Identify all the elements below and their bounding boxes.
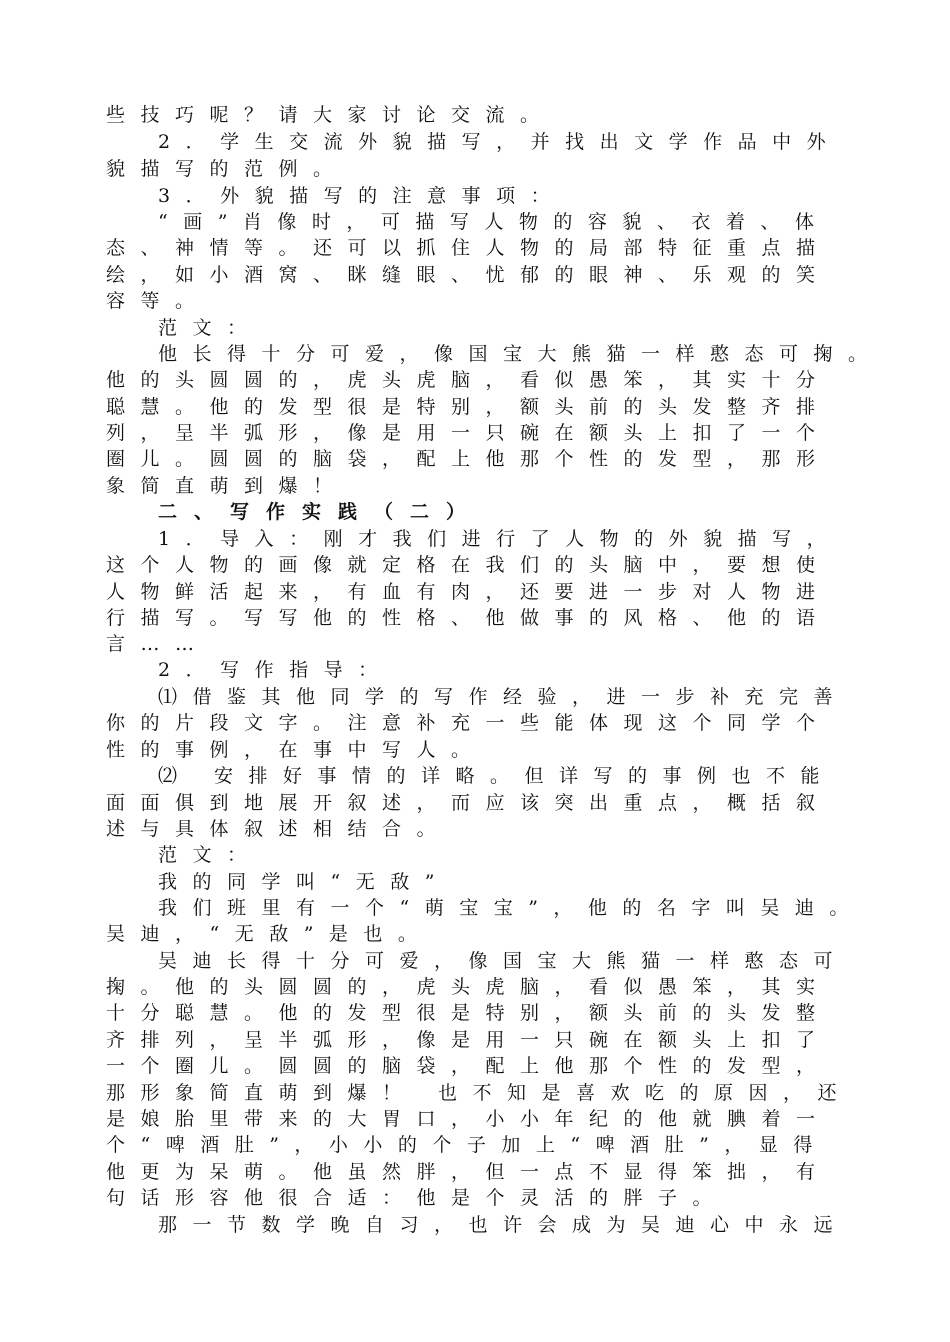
- text-line: 些技巧呢？请大家讨论交流。: [106, 104, 555, 126]
- text-line: “画”肖像时，可描写人物的容貌、衣着、体: [158, 211, 830, 233]
- text-line: 容等。: [106, 290, 210, 312]
- text-line: 我的同学叫“无敌”: [158, 871, 450, 893]
- text-line: 是娘胎里带来的大胃口，小小年纪的他就腆着一: [106, 1108, 831, 1130]
- text-line: 1．导入：刚才我们进行了人物的外貌描写，: [158, 528, 842, 550]
- text-line: 那一节数学晚自习，也许会成为吴迪心中永远: [158, 1214, 849, 1236]
- text-line: 范文：: [158, 844, 262, 866]
- text-line: 他的头圆圆的，虎头虎脑，看似愚笨，其实十分: [106, 369, 831, 391]
- text-line: 他长得十分可爱，像国宝大熊猫一样憨态可掬。: [158, 343, 883, 365]
- text-line: 那形象简直萌到爆！ 也不知是喜欢吃的原因，还: [106, 1082, 853, 1104]
- text-line: 象简直萌到爆！: [106, 475, 348, 497]
- text-line: 我们班里有一个“萌宝宝”，他的名字叫吴迪。: [158, 897, 864, 919]
- text-line: 掬。他的头圆圆的，虎头虎脑，看似愚笨，其实: [106, 976, 831, 998]
- text-line: 人物鲜活起来，有血有肉，还要进一步对人物进: [106, 581, 831, 603]
- text-line: 圈儿。圆圆的脑袋，配上他那个性的发型，那形: [106, 448, 831, 470]
- text-line: 貌描写的范例。: [106, 158, 348, 180]
- text-line: 个“啤酒肚”，小小的个子加上“啤酒肚”，显得: [106, 1134, 828, 1156]
- text-line: 绘，如小酒窝、眯缝眼、忧郁的眼神、乐观的笑: [106, 264, 831, 286]
- text-line: 性的事例，在事中写人。: [106, 739, 486, 761]
- text-line: ⑴借鉴其他同学的写作经验，进一步补充完善: [158, 686, 849, 708]
- section-heading: 二、写作实践（二）: [158, 501, 483, 523]
- text-line: 他更为呆萌。他虽然胖，但一点不显得笨拙，有: [106, 1161, 831, 1183]
- text-line: 聪慧。他的发型很是特别，额头前的头发整齐排: [106, 396, 831, 418]
- text-line: 2．写作指导：: [158, 659, 393, 681]
- text-line: 吴迪，“无敌”是也。: [106, 923, 433, 945]
- text-line: 面面俱到地展开叙述，而应该突出重点，概括叙: [106, 792, 831, 814]
- text-line: 列，呈半弧形，像是用一只碗在额头上扣了一个: [106, 422, 831, 444]
- text-line: 齐排列，呈半弧形，像是用一只碗在额头上扣了: [106, 1029, 831, 1051]
- text-line: 句话形容他很合适：他是个灵活的胖子。: [106, 1187, 728, 1209]
- text-line: 态、神情等。还可以抓住人物的局部特征重点描: [106, 237, 831, 259]
- text-line: 十分聪慧。他的发型很是特别，额头前的头发整: [106, 1002, 831, 1024]
- text-line: 吴迪长得十分可爱，像国宝大熊猫一样憨态可: [158, 950, 849, 972]
- text-line: 这个人物的画像就定格在我们的头脑中，要想使: [106, 554, 831, 576]
- text-line: 范文：: [158, 317, 262, 339]
- text-line: 3．外貌描写的注意事项：: [158, 185, 566, 207]
- text-line: 述与具体叙述相结合。: [106, 818, 452, 840]
- text-line: 言……: [106, 633, 210, 655]
- text-line: 一个圈儿。圆圆的脑袋，配上他那个性的发型，: [106, 1055, 831, 1077]
- text-line: 2．学生交流外貌描写，并找出文学作品中外: [158, 131, 842, 153]
- text-line: 行描写。写写他的性格、他做事的风格、他的语: [106, 607, 831, 629]
- text-line: ⑵ 安排好事情的详略。但详写的事例也不能: [158, 765, 836, 787]
- text-line: 你的片段文字。注意补充一些能体现这个同学个: [106, 712, 831, 734]
